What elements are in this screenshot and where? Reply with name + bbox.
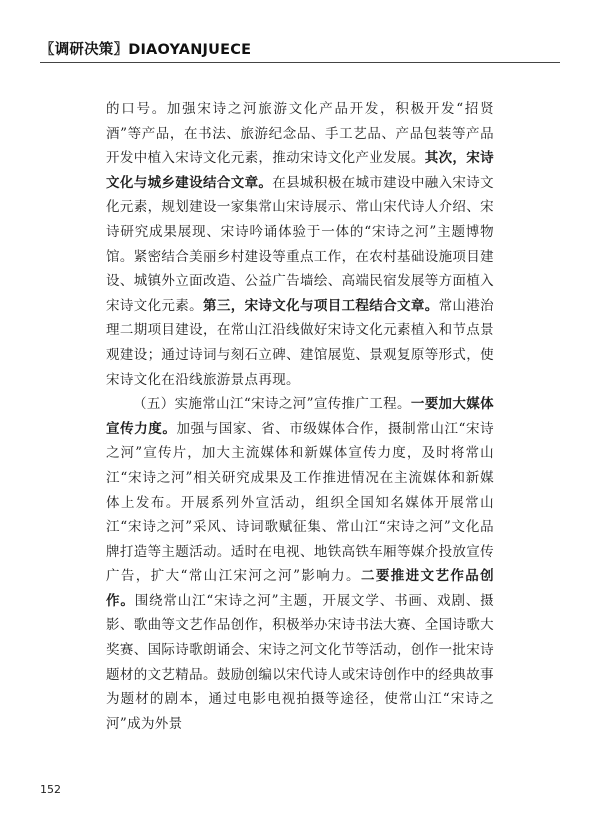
text-run: 常山港治理二期项目建设，在常山江沿线做好宋诗文化元素植入和节点景观建设；通过诗词与刻石立碑、建馆展览、景观复原等形式，使宋诗文化在沿线旅游景点再现。 bbox=[106, 297, 494, 388]
body-text bbox=[106, 97, 494, 736]
text-run: 在县城积极在城市建设中融入宋诗文化元素，规划建设一家集常山宋诗展示、常山宋代诗人介绍、宋诗研究成果展现、宋诗吟诵体验于一体的“宋诗之河”主题博物馆。紧密结合美丽乡村建设等重点工作，在农村基础设施项目建设、城镇外立面改造、公益广告墙绘、高端民宿发展等方面植入宋诗文化元素。 bbox=[106, 174, 495, 314]
header-bracket-open: 〖 bbox=[40, 42, 55, 58]
bold-run: 一要加大媒体宣传力度。 bbox=[106, 396, 494, 437]
header-rule bbox=[40, 62, 560, 63]
header-title-cn: 调研决策 bbox=[54, 42, 114, 58]
text-run: （五）实施常山江“宋诗之河”宣传推广工程。 bbox=[133, 396, 411, 413]
text-run: 围绕常山江“宋诗之河”主题，开展文学、书画、戏剧、摄影、歌曲等文艺作品创作，积极举办宋诗书法大赛、全国诗歌大奖赛、国际诗歌朗诵会、宋诗之河文化节等活动，创作一批宋诗题材的文艺精品。鼓励创编以宋代诗人或宋诗创作中的经典故事为题材的剧本，通过电影电视拍摄等途径，使常山江“宋诗之河”成为外景 bbox=[106, 592, 495, 732]
bold-run: 二要推进文艺作品创作。 bbox=[106, 568, 494, 609]
running-header bbox=[40, 38, 251, 59]
text-run: 加强与国家、省、市级媒体合作，摄制常山江“宋诗之河”宣传片，加大主流媒体和新媒体宣传力度，及时将常山江“宋诗之河”相关研究成果及工作推进情况在主流媒体和新媒体上发布。开展系列外宣活动，组织全国知名媒体开展常山江“宋诗之河”采风、诗词歌赋征集、常山江“宋诗之河”文化品牌打造等主题活动。适时在电视、地铁高铁车厢等媒介投放宣传广告，扩大“常山江宋河之河”影响力。 bbox=[106, 420, 495, 585]
paragraph-2 bbox=[106, 392, 494, 736]
bold-run: 第三，宋诗文化与项目工程结合文章。 bbox=[203, 297, 439, 314]
header-bracket-close: 〗 bbox=[113, 42, 129, 58]
paragraph-1 bbox=[106, 97, 494, 392]
text-run: 的口号。加强宋诗之河旅游文化产品开发，积极开发“招贤酒”等产品，在书法、旅游纪念品、手工艺品、产品包装等产品开发中植入宋诗文化元素，推动宋诗文化产业发展。 bbox=[106, 101, 494, 167]
page-number: 152 bbox=[40, 783, 61, 796]
header-title-en: DIAOYANJUECE bbox=[128, 42, 252, 58]
bold-run: 其次，宋诗文化与城乡建设结合文章。 bbox=[106, 150, 494, 191]
